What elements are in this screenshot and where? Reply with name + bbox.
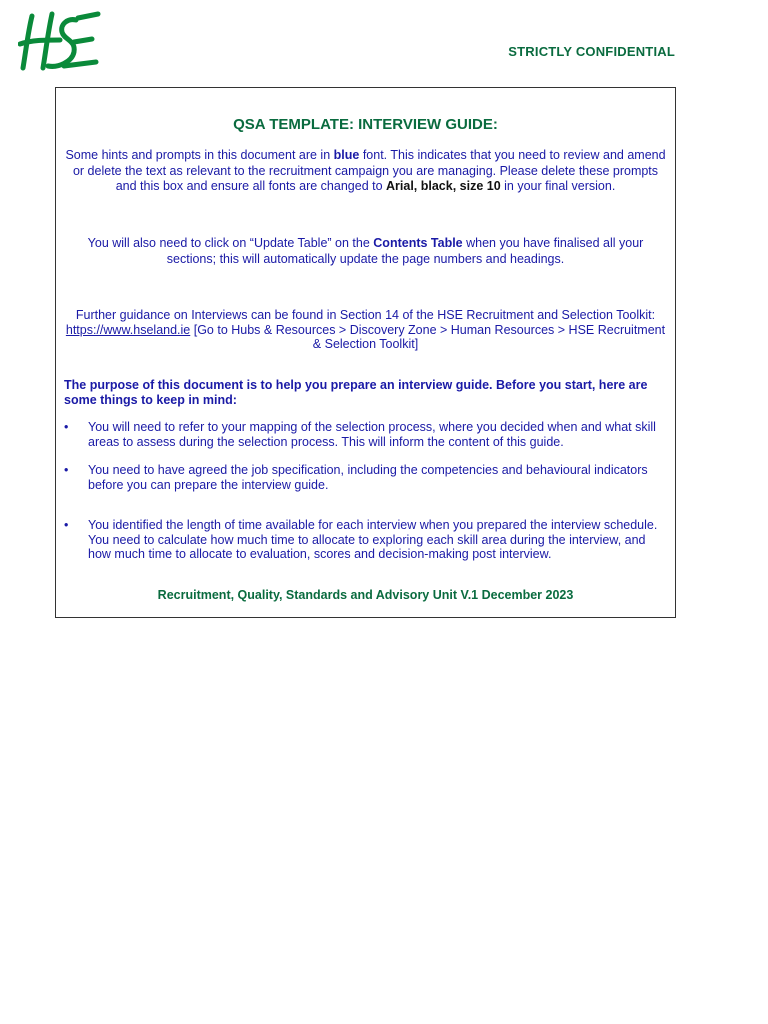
update-table-paragraph: You will also need to click on “Update Table” on the Contents Table when you have finalised all your sections; this will automatically update the page numbers and headings. [87,236,644,266]
template-title: QSA TEMPLATE: INTERVIEW GUIDE: [233,116,498,133]
instructions-box [55,87,676,618]
purpose-statement: The purpose of this document is to help you prepare an interview guide. Before you start, here are some things to keep in mind: [64,378,648,407]
hseland-link[interactable]: https://www.hseland.ie [65,322,191,337]
list-item: • You need to have agreed the job specification, including the competencies and behavioural indicators before you can prepare the interview guide. [64,463,648,492]
intro-paragraph: Some hints and prompts in this document are in blue font. This indicates that you need to review and amend or delete the text as relevant to the recruitment campaign you are managing. Please delete these prompts and this box and ensure all fonts are changed to Arial, black, size 10 in your final version. [65,148,666,193]
bullet-icon: • [64,420,69,434]
confidentiality-label: STRICTLY CONFIDENTIAL [508,44,675,59]
list-item: • You identified the length of time available for each interview when you prepared the interview schedule. You need to calculate how much time to allocate to exploring each skill area during the interview, and how much time to allocate to evaluation, scores and decision-making post interview. [64,518,658,561]
bullet-icon: • [64,518,69,532]
guidance-paragraph: Further guidance on Interviews can be found in Section 14 of the HSE Recruitment and Selection Toolkit: https://www.hseland.ie [Go to Hubs & Resources > Discovery Zone > Human Resources > HSE Recruitment & Selection Toolkit] [65,308,666,351]
list-item: • You will need to refer to your mapping of the selection process, where you decided when and what skill areas to assess during the selection process. This will inform the content of this guide. [64,420,656,449]
bullet-icon: • [64,463,69,477]
hse-logo [18,10,102,72]
footer-unit-version: Recruitment, Quality, Standards and Advisory Unit V.1 December 2023 [157,588,574,602]
